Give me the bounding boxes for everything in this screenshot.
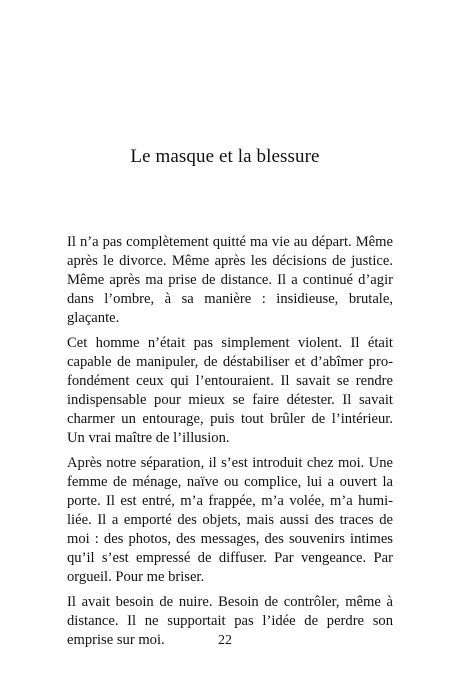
text-line: Un vrai maître de l’illusion. [67,430,230,446]
paragraph-1 [67,233,393,328]
text-line: distance. Il ne supportait pas l’idée de perdre son [67,613,393,629]
text-line: Après notre séparation, il s’est introduit chez moi. Une [67,455,393,471]
text-line: orgueil. Pour me briser. [67,569,205,585]
text-line: Il n’a pas complètement quitté ma vie au départ. Même [67,234,393,250]
chapter-body [67,233,393,656]
text-line: emprise sur moi. [67,632,165,648]
text-line: dans l’ombre, à sa manière : insidieuse, brutale, [67,291,393,307]
text-line: femme de ménage, naïve ou complice, lui a ouvert la [67,474,393,490]
text-line: Il avait besoin de nuire. Besoin de contrôler, même à [67,594,393,610]
text-line: capable de manipuler, de déstabiliser et d’abîmer pro- [67,354,393,370]
text-line: liée. Il a emporté des objets, mais aussi des traces de [67,512,393,528]
text-line: porte. Il est entré, m’a frappée, m’a volée, m’a humi- [67,493,393,509]
text-line: indispensable pour mieux se faire détester. Il savait [67,392,393,408]
text-line: glaçante. [67,310,120,326]
chapter-title: Le masque et la blessure [130,146,320,167]
paragraph-3 [67,454,393,587]
text-line: après le divorce. Même après les décisions de justice. [67,253,393,269]
text-line: charmer un entourage, puis tout brûler de l’intérieur. [67,411,393,427]
text-line: qu’il s’est empressé de diffuser. Par vengeance. Par [67,550,393,566]
paragraph-2 [67,334,393,448]
page-number: 22 [218,633,232,648]
text-line: moi : des photos, des messages, des souvenirs intimes [67,531,393,547]
text-line: Même après ma prise de distance. Il a continué d’agir [67,272,393,288]
text-line: fondément ceux qui l’entouraient. Il savait se rendre [67,373,393,389]
text-line: Cet homme n’était pas simplement violent. Il était [67,335,393,351]
